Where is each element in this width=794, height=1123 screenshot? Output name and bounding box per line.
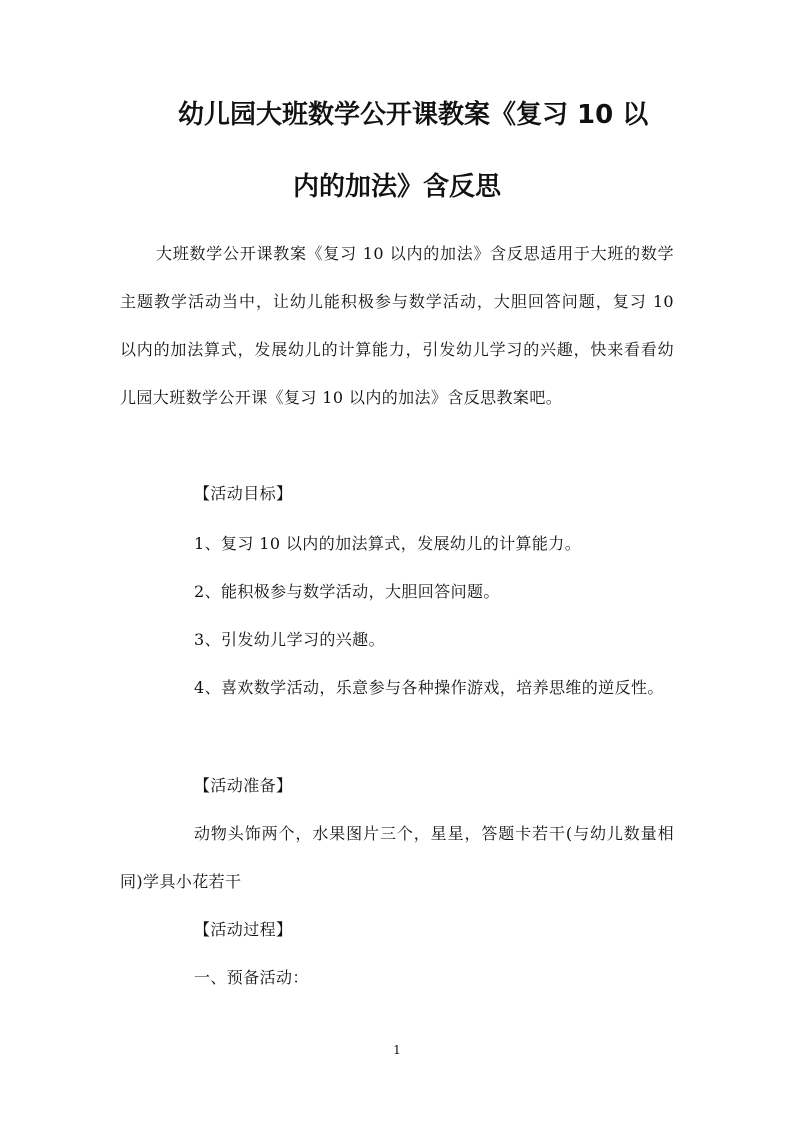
preparation-text: 动物头饰两个，水果图片三个，星星，答题卡若干(与幼儿数量相同)学具小花若干 bbox=[120, 824, 674, 891]
intro-paragraph: 大班数学公开课教案《复习 10 以内的加法》含反思适用于大班的数学主题教学活动当中，让幼儿能积极参与数学活动，大胆回答问题，复习 10 以内的加法算式，发展幼儿的计算能力，引发幼儿学习的兴趣，快来看看幼儿园大班数学公开课《复习 10 以内的加法》含反思教案吧。 bbox=[120, 244, 674, 407]
document-title-line-2: 内的加法》含反思 bbox=[292, 172, 501, 202]
section-heading-goals: 【活动目标】 bbox=[194, 484, 293, 503]
section-heading-process: 【活动过程】 bbox=[194, 920, 293, 939]
goal-item-4: 4、喜欢数学活动，乐意参与各种操作游戏，培养思维的逆反性。 bbox=[194, 678, 664, 697]
document-title-line-1: 幼儿园大班数学公开课教案《复习 10 以 bbox=[178, 100, 649, 130]
process-step-1: 一、预备活动： bbox=[194, 968, 309, 987]
page-number: 1 bbox=[393, 1043, 401, 1057]
goal-item-1: 1、复习 10 以内的加法算式，发展幼儿的计算能力。 bbox=[194, 534, 582, 553]
goal-item-3: 3、引发幼儿学习的兴趣。 bbox=[194, 630, 385, 649]
goal-item-2: 2、能积极参与数学活动，大胆回答问题。 bbox=[194, 582, 500, 601]
section-heading-preparation: 【活动准备】 bbox=[194, 776, 293, 795]
